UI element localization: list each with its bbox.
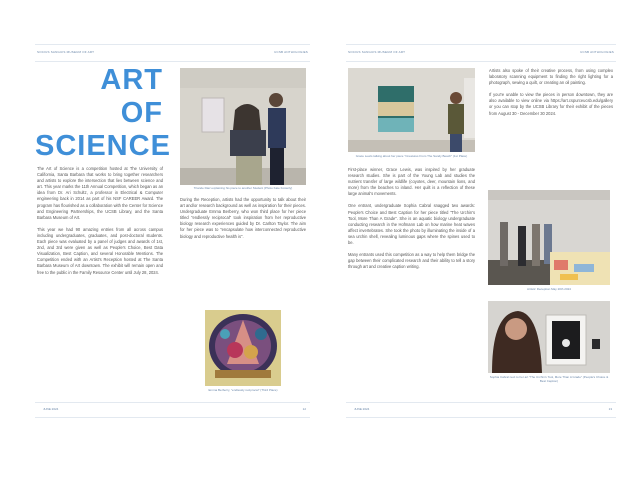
footer-date: JUNE 2024 [43, 407, 59, 411]
page-header [346, 44, 616, 62]
article-title-line-1: ART [100, 64, 163, 96]
page-number: 12 [302, 407, 306, 411]
artwork-caption: Emma Berberry, "endlessly reciprocal" (Third Place) [208, 388, 278, 392]
photo-grace-lewis-quilt [348, 68, 475, 152]
page-number: 13 [608, 407, 612, 411]
right-column-text [489, 68, 613, 123]
header-section: UCSB ANTHOLOGIES [580, 50, 614, 54]
paragraph: This year we had 90 amazing entries from all across campus including undergraduates, graduates, and post-doctoral students. Each piece was evaluated by a panel of judges and awards of 1st, 2nd, and 3rd were given as well as People's Choice, Best Data Visualization, Best Caption, and several Honorable Mentions. The Competition ended with an Artist's Reception hosted at The Santa Barbara Museum of Art downtown. The exhibit will remain open and free to the public in the Family Resource Center until July 28, 2024. [37, 226, 163, 275]
photo-sophia-cabral [488, 301, 610, 373]
photo-caption: Grace Lewis talking about her piece "Creatures From The Sandy Beach" (1st Place) [355, 154, 468, 158]
left-column-text [37, 166, 163, 282]
footer-date: JUNE 2024 [354, 407, 370, 411]
left-page [35, 44, 310, 424]
paragraph: If you're unable to view the pieces in person downtown, they are also available to view online via https://art.cspurceucsb.edu/gallery or you can stop by the UCSB Library for their exhibit of the pieces from August 30 - December 30 2024. [489, 92, 613, 116]
paragraph: During the Reception, artists had the opportunity to talk about their art and/or research background as well as inspiration for their pieces. Undergraduate Emma Berberry, who won third place for her piece titled "endlessly reciprocal" took inspiration from her reproductive biology research experiences guided by Dr. Carlton Taylor. The aim for her piece was to "encapsulate how interconnected reproductive biology and reproductive health is". [180, 197, 306, 239]
right-page [346, 44, 616, 424]
article-title-line-2: OF [120, 97, 163, 129]
header-publication: SOCIUS SANGUIS MUSEUM OF ART [37, 50, 95, 54]
header-section: UCSB ANTHOLOGIES [274, 50, 308, 54]
photo-caption: Artists' Reception May 20th 2024 [527, 287, 571, 291]
photo-artwork-endlessly-reciprocal [205, 310, 281, 386]
page-footer [35, 402, 310, 418]
photo-caption: Sophia Cabral next to her art "The Urchin's Tool, More Than A Grade" (People's Choice & Best Caption) [489, 375, 609, 383]
photo-artists-reception [488, 190, 610, 285]
paragraph: First-place winner, Grace Lewis, was inspired by her graduate research studies. She is part of the Young Lab and studies the nutrient transfer of large wildlife (coyotes, deer, mountain lions, and more) from the beaches to inland. Her quilt is a reflection of these large animal's movements. [348, 167, 475, 197]
paragraph: Artists also spoke of their creative process, from using complex laboratory scanning equipment to finding the right lighting for a photograph, sewing a quilt, or creating an oil painting. [489, 68, 613, 86]
photo-caption: Triande Diaz explaining his piece to another Student (Photo Kate Fosterly) [193, 186, 293, 190]
paragraph: One entrant, undergraduate Sophia Cabral snagged two awards: People's Choice and Best Caption for her piece titled "The Urchin's Tool, More Than A Grade". She is an aquatic biology undergraduate conducting research in the Hofmann Lab on how marine heat waves affect invertebrates. She took the photo by illuminating the inside of a sea urchin shell, revealing luminous gaps where the spines used to be. [348, 203, 475, 246]
page-footer [346, 402, 616, 418]
article-title-line-3: SCIENCE [35, 130, 171, 162]
photo-reception-conversation [180, 68, 306, 185]
page-header [35, 44, 310, 62]
left-column-text [348, 167, 475, 276]
header-publication: SOCIUS SANGUIS MUSEUM OF ART [348, 50, 406, 54]
paragraph: The Art of Science is a competition hosted at The University of California, Santa Barbara that works to bring together researchers and artists to explore the intersection that lies between science and art. This year marks the 11th Annual Competition, which began as an idea from Dr. Ari Schultz, a professor in Electrical & Computer engineering back in 2014 as part of his NSF CAREER Award. The program has flourished as a collaboration with the Center for Science and Engineering Partnerships, the UCSB Library, and the Santa Barbara Museum of Art. [37, 166, 163, 220]
right-column-text [180, 197, 306, 246]
paragraph: Many entrants used this competition as a way to help them bridge the gap between their complicated research and their ability to tell a story through art and creative caption writing. [348, 252, 475, 270]
